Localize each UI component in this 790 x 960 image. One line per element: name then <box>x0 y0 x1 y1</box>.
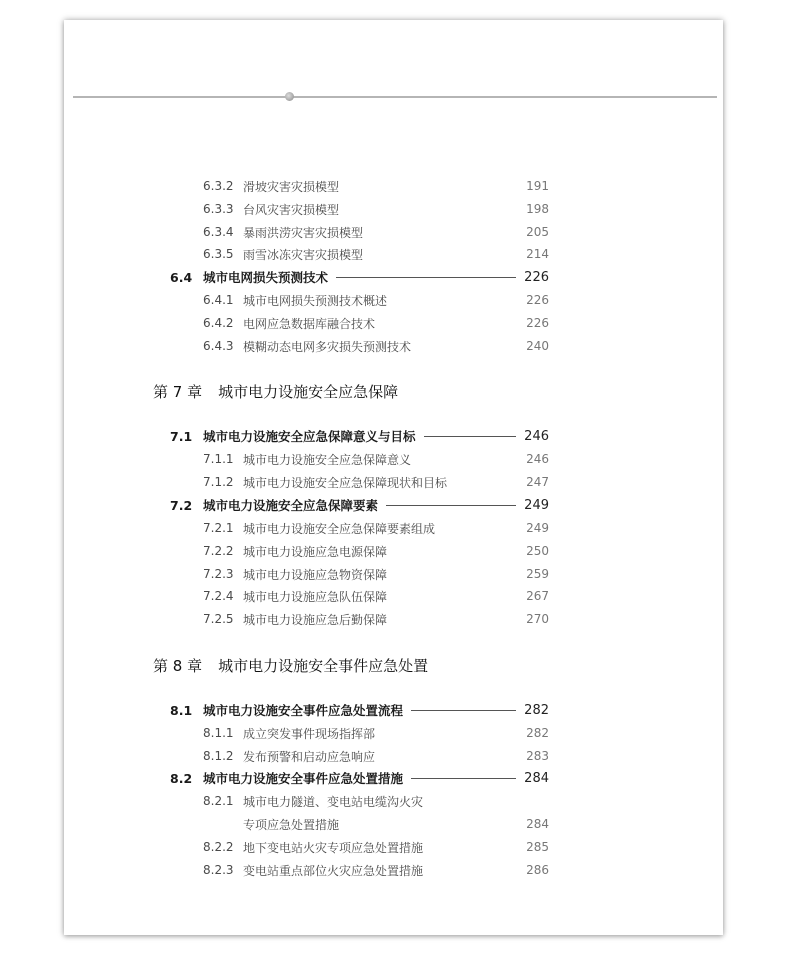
toc-entry-7-1-1[interactable] <box>203 448 549 470</box>
entry-number: 6.3.2 <box>203 179 234 193</box>
entry-number: 6.4.1 <box>203 293 234 307</box>
toc-section-6-4[interactable] <box>170 266 549 288</box>
header-rule-ornament <box>285 92 294 101</box>
entry-title-line-2: 专项应急处置措施 <box>243 817 340 832</box>
toc-section-8-1[interactable] <box>170 699 549 721</box>
toc-entry-6-4-2[interactable] <box>203 312 549 334</box>
entry-number: 7.2.5 <box>203 612 234 626</box>
leader-line <box>386 505 516 506</box>
toc-entry-8-2-1-continued[interactable] <box>203 813 549 835</box>
entry-title: 城市电力设施安全应急保障现状和目标 <box>243 475 448 490</box>
entry-page: 246 <box>526 452 549 466</box>
section-number: 8.2 <box>170 770 193 786</box>
toc-entry-6-4-1[interactable] <box>203 289 549 311</box>
entry-title: 地下变电站火灾专项应急处置措施 <box>243 840 424 855</box>
entry-page: 247 <box>526 475 549 489</box>
entry-title: 发布预警和启动应急响应 <box>243 749 376 764</box>
entry-number: 7.2.3 <box>203 567 234 581</box>
entry-number: 6.3.5 <box>203 247 234 261</box>
entry-number: 6.3.3 <box>203 202 234 216</box>
entry-title: 城市电力设施安全应急保障意义 <box>243 452 412 467</box>
section-page: 284 <box>524 770 549 786</box>
book-page <box>64 20 723 935</box>
entry-page: 270 <box>526 612 549 626</box>
toc-entry-7-2-2[interactable] <box>203 540 549 562</box>
entry-title: 成立突发事件现场指挥部 <box>243 726 376 741</box>
entry-page: 267 <box>526 589 549 603</box>
entry-title: 城市电力设施应急后勤保障 <box>243 612 388 627</box>
section-number: 7.2 <box>170 497 193 513</box>
chapter-title: 城市电力设施安全事件应急处置 <box>218 656 429 675</box>
toc-section-7-1[interactable] <box>170 425 549 447</box>
leader-line <box>336 277 516 278</box>
toc-entry-8-1-2[interactable] <box>203 745 549 767</box>
toc-entry-8-2-3[interactable] <box>203 859 549 881</box>
entry-page: 282 <box>526 726 549 740</box>
entry-page: 284 <box>526 817 549 831</box>
entry-number: 8.2.2 <box>203 840 234 854</box>
toc-chapter-8[interactable] <box>153 654 428 676</box>
entry-title: 城市电力设施应急物资保障 <box>243 567 388 582</box>
entry-number: 7.1.2 <box>203 475 234 489</box>
entry-page: 249 <box>526 521 549 535</box>
entry-title: 模糊动态电网多灾损失预测技术 <box>243 339 412 354</box>
entry-number: 6.4.3 <box>203 339 234 353</box>
entry-title: 暴雨洪涝灾害灾损模型 <box>243 225 364 240</box>
entry-title: 城市电力设施安全应急保障要素组成 <box>243 521 436 536</box>
leader-line <box>411 710 516 711</box>
section-title: 城市电网损失预测技术 <box>203 270 329 285</box>
toc-entry-7-2-1[interactable] <box>203 517 549 539</box>
header-rule <box>73 96 717 98</box>
entry-page: 191 <box>526 179 549 193</box>
entry-title: 电网应急数据库融合技术 <box>243 316 376 331</box>
section-page: 246 <box>524 428 549 444</box>
entry-page: 286 <box>526 863 549 877</box>
entry-page: 205 <box>526 225 549 239</box>
chapter-number: 第 7 章 <box>153 382 203 401</box>
toc-entry-6-4-3[interactable] <box>203 335 549 357</box>
leader-line <box>424 436 517 437</box>
section-title: 城市电力设施安全事件应急处置流程 <box>203 703 404 718</box>
section-page: 249 <box>524 497 549 513</box>
entry-number: 7.2.2 <box>203 544 234 558</box>
entry-page: 214 <box>526 247 549 261</box>
toc-entry-7-2-5[interactable] <box>203 608 549 630</box>
entry-number: 6.4.2 <box>203 316 234 330</box>
section-title: 城市电力设施安全事件应急处置措施 <box>203 771 404 786</box>
toc-entry-8-1-1[interactable] <box>203 722 549 744</box>
section-number: 8.1 <box>170 702 193 718</box>
section-title: 城市电力设施安全应急保障要素 <box>203 498 379 513</box>
toc-entry-7-2-4[interactable] <box>203 585 549 607</box>
entry-title: 城市电力设施应急队伍保障 <box>243 589 388 604</box>
section-title: 城市电力设施安全应急保障意义与目标 <box>203 429 416 444</box>
toc-entry-7-2-3[interactable] <box>203 563 549 585</box>
leader-line <box>411 778 516 779</box>
entry-title: 城市电网损失预测技术概述 <box>243 293 388 308</box>
entry-number: 8.1.1 <box>203 726 234 740</box>
entry-title: 变电站重点部位火灾应急处置措施 <box>243 863 424 878</box>
entry-page: 240 <box>526 339 549 353</box>
entry-page: 226 <box>526 293 549 307</box>
section-page: 226 <box>524 269 549 285</box>
entry-number: 8.2.3 <box>203 863 234 877</box>
toc-entry-8-2-2[interactable] <box>203 836 549 858</box>
entry-title: 城市电力设施应急电源保障 <box>243 544 388 559</box>
entry-number: 8.1.2 <box>203 749 234 763</box>
toc-entry-7-1-2[interactable] <box>203 471 549 493</box>
toc-entry-6-3-3[interactable] <box>203 198 549 220</box>
entry-page: 226 <box>526 316 549 330</box>
toc-entry-6-3-2[interactable] <box>203 175 549 197</box>
section-number: 7.1 <box>170 428 193 444</box>
toc-entry-8-2-1[interactable] <box>203 790 549 812</box>
entry-page: 198 <box>526 202 549 216</box>
toc-entry-6-3-5[interactable] <box>203 243 549 265</box>
section-page: 282 <box>524 702 549 718</box>
entry-page: 250 <box>526 544 549 558</box>
entry-number: 7.2.4 <box>203 589 234 603</box>
toc-section-8-2[interactable] <box>170 767 549 789</box>
entry-number: 7.2.1 <box>203 521 234 535</box>
entry-title: 雨雪冰冻灾害灾损模型 <box>243 247 364 262</box>
entry-number: 8.2.1 <box>203 794 234 808</box>
chapter-title: 城市电力设施安全应急保障 <box>218 382 399 401</box>
entry-number: 6.3.4 <box>203 225 234 239</box>
entry-title: 滑坡灾害灾损模型 <box>243 179 340 194</box>
entry-number: 7.1.1 <box>203 452 234 466</box>
entry-title-line-1: 城市电力隧道、变电站电缆沟火灾 <box>243 794 424 809</box>
toc-chapter-7[interactable] <box>153 380 398 402</box>
section-number: 6.4 <box>170 269 193 285</box>
entry-title: 台风灾害灾损模型 <box>243 202 340 217</box>
chapter-number: 第 8 章 <box>153 656 203 675</box>
toc-section-7-2[interactable] <box>170 494 549 516</box>
toc-entry-6-3-4[interactable] <box>203 221 549 243</box>
entry-page: 259 <box>526 567 549 581</box>
entry-page: 283 <box>526 749 549 763</box>
entry-page: 285 <box>526 840 549 854</box>
